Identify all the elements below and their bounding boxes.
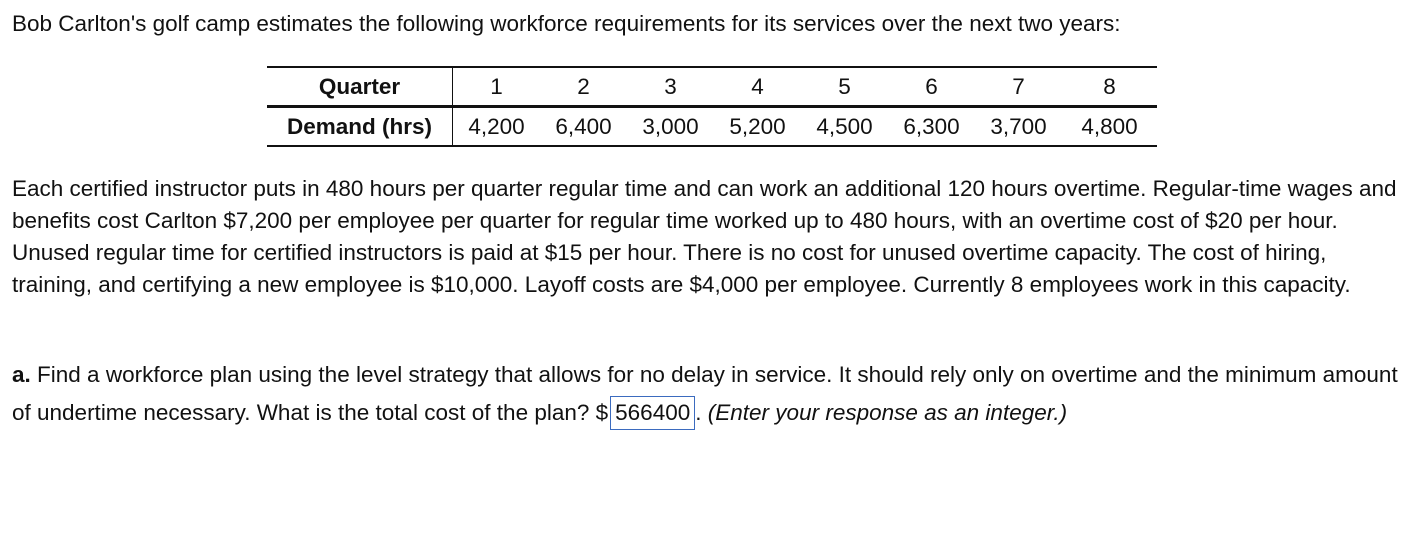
demand-cell: 4,200 <box>453 107 541 147</box>
quarter-cell: 7 <box>975 67 1062 107</box>
quarter-cell: 8 <box>1062 67 1157 107</box>
demand-cell: 6,300 <box>888 107 975 147</box>
demand-cell: 3,700 <box>975 107 1062 147</box>
demand-row <box>267 107 1157 147</box>
answer-input[interactable]: 566400 <box>610 396 695 430</box>
demand-header: Demand (hrs) <box>267 107 453 147</box>
question-a <box>12 356 1402 432</box>
quarter-cell: 3 <box>627 67 714 107</box>
quarter-cell: 1 <box>453 67 541 107</box>
demand-table <box>267 66 1157 147</box>
problem-intro: Bob Carlton's golf camp estimates the following workforce requirements for its services over the next two years: <box>12 11 1121 36</box>
quarter-cell: 6 <box>888 67 975 107</box>
demand-cell: 4,500 <box>801 107 888 147</box>
quarter-row <box>267 67 1157 107</box>
demand-cell: 4,800 <box>1062 107 1157 147</box>
problem-description: Each certified instructor puts in 480 hours per quarter regular time and can work an additional 120 hours overtime. Regular-time wages and benefits cost Carlton $7,200 per employee per quarter for regular time worked up to 480 hours, with an overtime cost of $20 per hour. Unused regular time for certified instructors is paid at $15 per hour. There is no cost for unused overtime capacity. The cost of hiring, training, and certifying a new employee is $10,000. Layoff costs are $4,000 per employee. Currently 8 employees work in this capacity. <box>12 176 1397 297</box>
demand-cell: 5,200 <box>714 107 801 147</box>
answer-period: . <box>695 400 702 425</box>
question-text: Find a workforce plan using the level strategy that allows for no delay in service. It should rely only on overtime and the minimum amount of undertime necessary. What is the total cost of the plan? $ <box>12 362 1398 425</box>
question-label: a. <box>12 362 31 387</box>
quarter-cell: 2 <box>540 67 627 107</box>
quarter-cell: 5 <box>801 67 888 107</box>
quarter-header: Quarter <box>267 67 453 107</box>
quarter-cell: 4 <box>714 67 801 107</box>
answer-hint: (Enter your response as an integer.) <box>707 400 1068 425</box>
demand-cell: 3,000 <box>627 107 714 147</box>
demand-cell: 6,400 <box>540 107 627 147</box>
